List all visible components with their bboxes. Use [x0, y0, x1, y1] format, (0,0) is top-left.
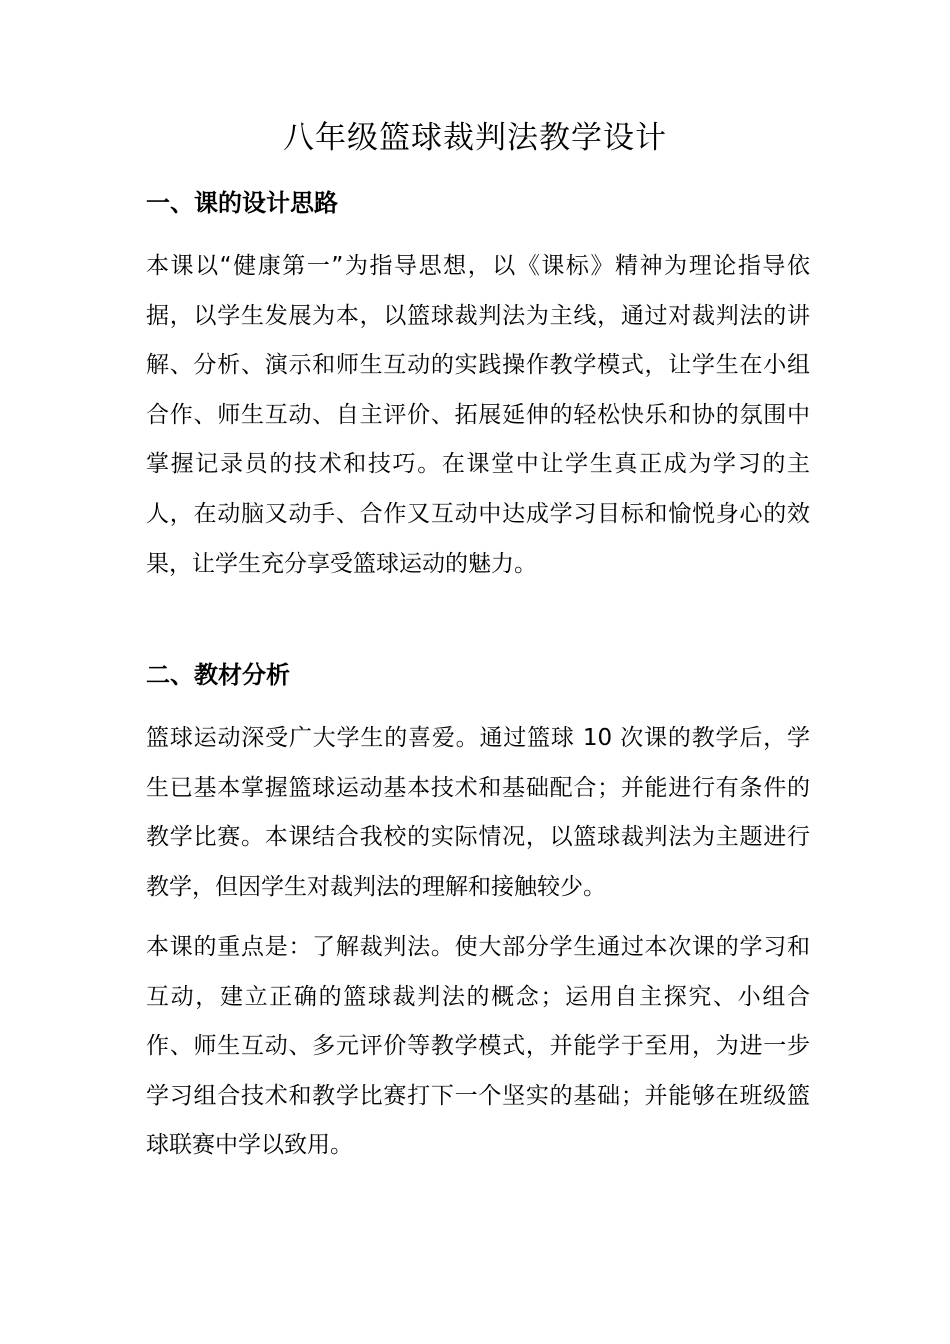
- paragraph-material-analysis-2: 本课的重点是：了解裁判法。使大部分学生通过本次课的学习和互动，建立正确的篮球裁判法的概念；运用自主探究、小组合作、师生互动、多元评价等教学模式，并能学于至用，为进一步学习组合技术和教学比赛打下一个坚实的基础；并能够在班级篮球联赛中学以致用。: [146, 934, 810, 1159]
- section-heading-material-analysis: 二、教材分析: [146, 661, 290, 689]
- document-title: 八年级篮球裁判法教学设计: [283, 120, 667, 156]
- paragraph-material-analysis-1: 篮球运动深受广大学生的喜爱。通过篮球 10 次课的教学后，学生已基本掌握篮球运动基本技术和基础配合；并能进行有条件的教学比赛。本课结合我校的实际情况，以篮球裁判法为主题进行教学，但因学生对裁判法的理解和接触较少。: [146, 725, 810, 900]
- section-heading-design-idea: 一、课的设计思路: [146, 189, 338, 217]
- paragraph-design-idea: 本课以“健康第一”为指导思想，以《课标》精神为理论指导依据，以学生发展为本，以篮球裁判法为主线，通过对裁判法的讲解、分析、演示和师生互动的实践操作教学模式，让学生在小组合作、师生互动、自主评价、拓展延伸的轻松快乐和协的氛围中掌握记录员的技术和技巧。在课堂中让学生真正成为学习的主人，在动脑又动手、合作又互动中达成学习目标和愉悦身心的效果，让学生充分享受篮球运动的魅力。: [146, 253, 810, 577]
